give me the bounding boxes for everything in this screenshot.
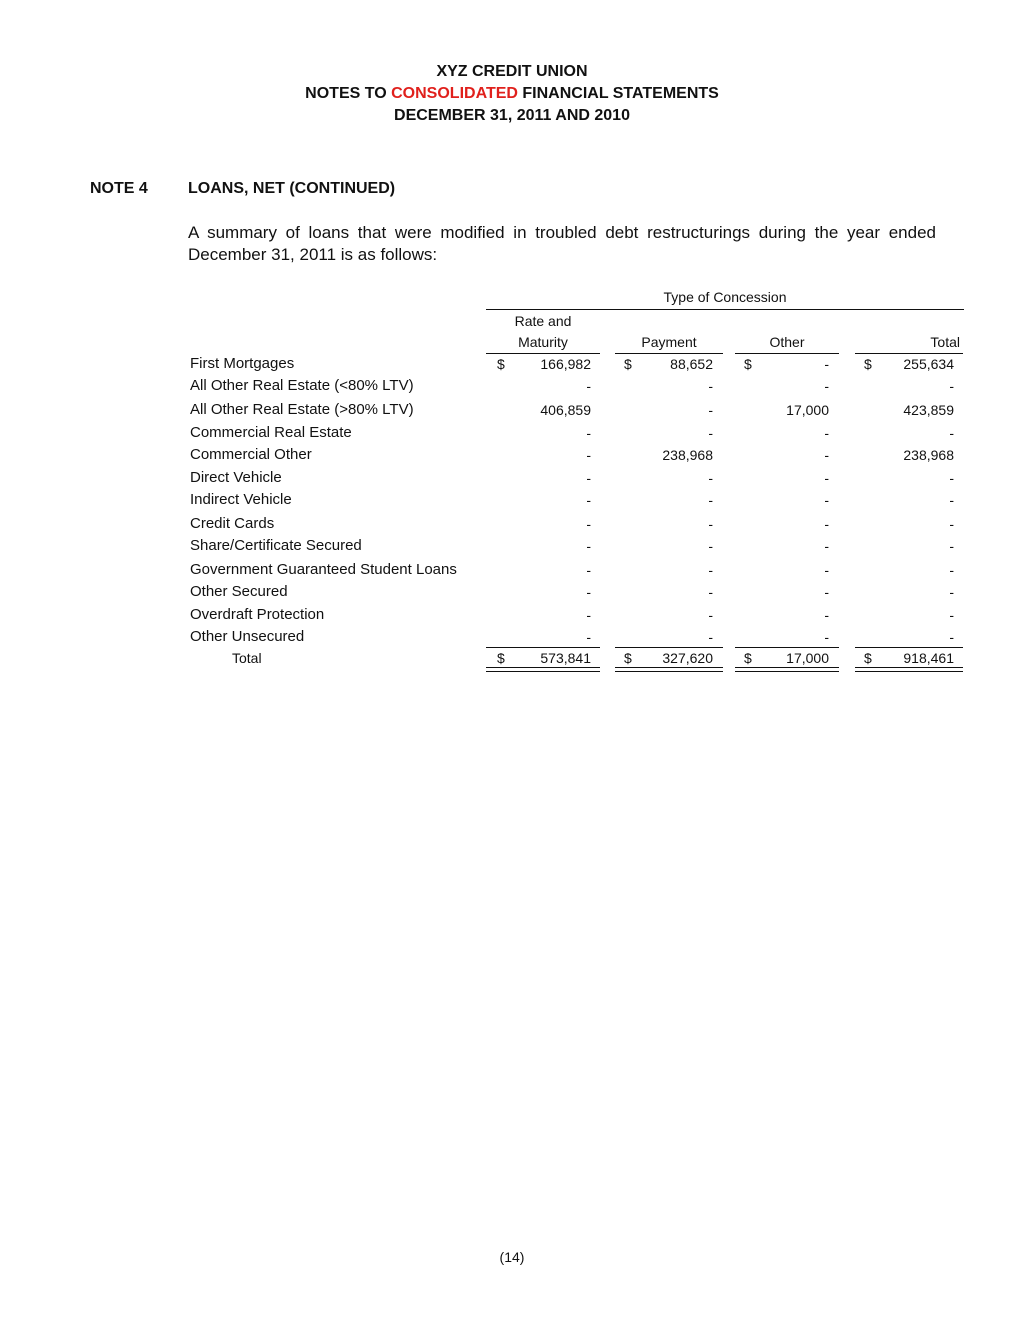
currency-symbol: $	[744, 650, 752, 666]
cell-rate-maturity: -	[586, 425, 591, 441]
row-label: Overdraft Protection	[190, 606, 325, 623]
total-other: 17,000	[786, 650, 829, 666]
col-rule	[615, 353, 723, 354]
row-label: Credit Cards	[190, 515, 275, 532]
currency-symbol: $	[744, 356, 752, 372]
total-label: Total	[232, 650, 262, 666]
row-label: Government Guaranteed Student Loans	[190, 561, 457, 578]
cell-rate-maturity: -	[586, 447, 591, 463]
note-number: NOTE 4	[90, 180, 148, 197]
cell-other: -	[824, 470, 829, 486]
sum-rule	[615, 647, 723, 648]
cell-payment: 88,652	[670, 356, 713, 372]
col-rule	[486, 353, 600, 354]
type-of-concession-header: Type of Concession	[663, 289, 787, 305]
sum-rule	[486, 647, 600, 648]
cell-total: -	[949, 470, 954, 486]
cell-total: -	[949, 607, 954, 623]
col-header-line2: Maturity	[518, 334, 568, 350]
double-rule	[615, 667, 723, 672]
title-suffix: FINANCIAL STATEMENTS	[522, 85, 719, 102]
cell-total: -	[949, 629, 954, 645]
cell-other: -	[824, 629, 829, 645]
col-header-total-label: Total	[930, 334, 960, 350]
currency-symbol: $	[497, 650, 505, 666]
col-rule	[735, 353, 839, 354]
cell-rate-maturity: -	[586, 607, 591, 623]
intro-paragraph: A summary of loans that were modified in troubled debt restructurings during the year ended December 31, 2011 is as follows:	[188, 223, 936, 264]
cell-other: -	[824, 492, 829, 508]
cell-payment: -	[708, 470, 713, 486]
cell-rate-maturity: -	[586, 378, 591, 394]
total-total: 918,461	[903, 650, 954, 666]
cell-rate-maturity: -	[586, 492, 591, 508]
row-label: First Mortgages	[190, 355, 295, 372]
cell-rate-maturity: -	[586, 584, 591, 600]
double-rule	[735, 667, 839, 672]
cell-total: 255,634	[903, 356, 954, 372]
double-rule	[855, 667, 963, 672]
row-label: Other Secured	[190, 583, 288, 600]
cell-payment: -	[708, 538, 713, 554]
cell-other: -	[824, 516, 829, 532]
cell-payment: -	[708, 492, 713, 508]
cell-total: 238,968	[903, 447, 954, 463]
cell-total: -	[949, 425, 954, 441]
cell-payment: 238,968	[662, 447, 713, 463]
currency-symbol: $	[864, 356, 872, 372]
col-header-line1: Rate and	[514, 313, 572, 329]
cell-other: -	[824, 607, 829, 623]
cell-rate-maturity: 166,982	[540, 356, 591, 372]
sum-rule	[735, 647, 839, 648]
row-label: Commercial Real Estate	[190, 424, 352, 441]
currency-symbol: $	[624, 650, 632, 666]
col-header-payment: Payment	[641, 334, 697, 350]
title-prefix: NOTES TO	[305, 85, 387, 102]
cell-total: -	[949, 538, 954, 554]
row-label: Indirect Vehicle	[190, 491, 292, 508]
cell-other: -	[824, 378, 829, 394]
title-highlight: CONSOLIDATED	[391, 85, 518, 102]
sum-rule	[855, 647, 963, 648]
cell-other: -	[824, 562, 829, 578]
col-rule	[855, 353, 963, 354]
cell-rate-maturity: -	[586, 516, 591, 532]
cell-total: -	[949, 562, 954, 578]
total-payment: 327,620	[662, 650, 713, 666]
cell-other: -	[824, 584, 829, 600]
cell-rate-maturity: -	[586, 538, 591, 554]
row-label: All Other Real Estate (<80% LTV)	[190, 377, 414, 394]
row-label: Other Unsecured	[190, 628, 305, 645]
cell-total: -	[949, 584, 954, 600]
row-label: All Other Real Estate (>80% LTV)	[190, 401, 414, 418]
cell-rate-maturity: -	[586, 470, 591, 486]
cell-rate-maturity: 406,859	[540, 402, 591, 418]
statement-title	[0, 83, 1024, 105]
row-label: Commercial Other	[190, 446, 312, 463]
cell-payment: -	[708, 584, 713, 600]
cell-total: 423,859	[903, 402, 954, 418]
currency-symbol: $	[624, 356, 632, 372]
cell-payment: -	[708, 516, 713, 532]
cell-payment: -	[708, 378, 713, 394]
row-label: Direct Vehicle	[190, 469, 282, 486]
cell-rate-maturity: -	[586, 562, 591, 578]
cell-payment: -	[708, 402, 713, 418]
note-title: LOANS, NET (CONTINUED)	[188, 180, 396, 197]
cell-rate-maturity: -	[586, 629, 591, 645]
col-header-total	[855, 332, 963, 353]
total-rate-maturity: 573,841	[540, 650, 591, 666]
page-number: (14)	[499, 1249, 525, 1265]
double-rule	[486, 667, 600, 672]
org-name: XYZ CREDIT UNION	[436, 63, 588, 80]
cell-other: -	[824, 425, 829, 441]
cell-other: 17,000	[786, 402, 829, 418]
col-header-rate-maturity	[486, 311, 600, 353]
currency-symbol: $	[864, 650, 872, 666]
cell-other: -	[824, 538, 829, 554]
statement-date: DECEMBER 31, 2011 AND 2010	[394, 107, 630, 124]
row-label: Share/Certificate Secured	[190, 537, 362, 554]
cell-total: -	[949, 492, 954, 508]
cell-payment: -	[708, 425, 713, 441]
cell-payment: -	[708, 629, 713, 645]
cell-total: -	[949, 516, 954, 532]
group-header-rule	[486, 309, 964, 310]
currency-symbol: $	[497, 356, 505, 372]
cell-payment: -	[708, 562, 713, 578]
cell-payment: -	[708, 607, 713, 623]
cell-other: -	[824, 356, 829, 372]
cell-other: -	[824, 447, 829, 463]
col-header-other: Other	[769, 334, 805, 350]
cell-total: -	[949, 378, 954, 394]
